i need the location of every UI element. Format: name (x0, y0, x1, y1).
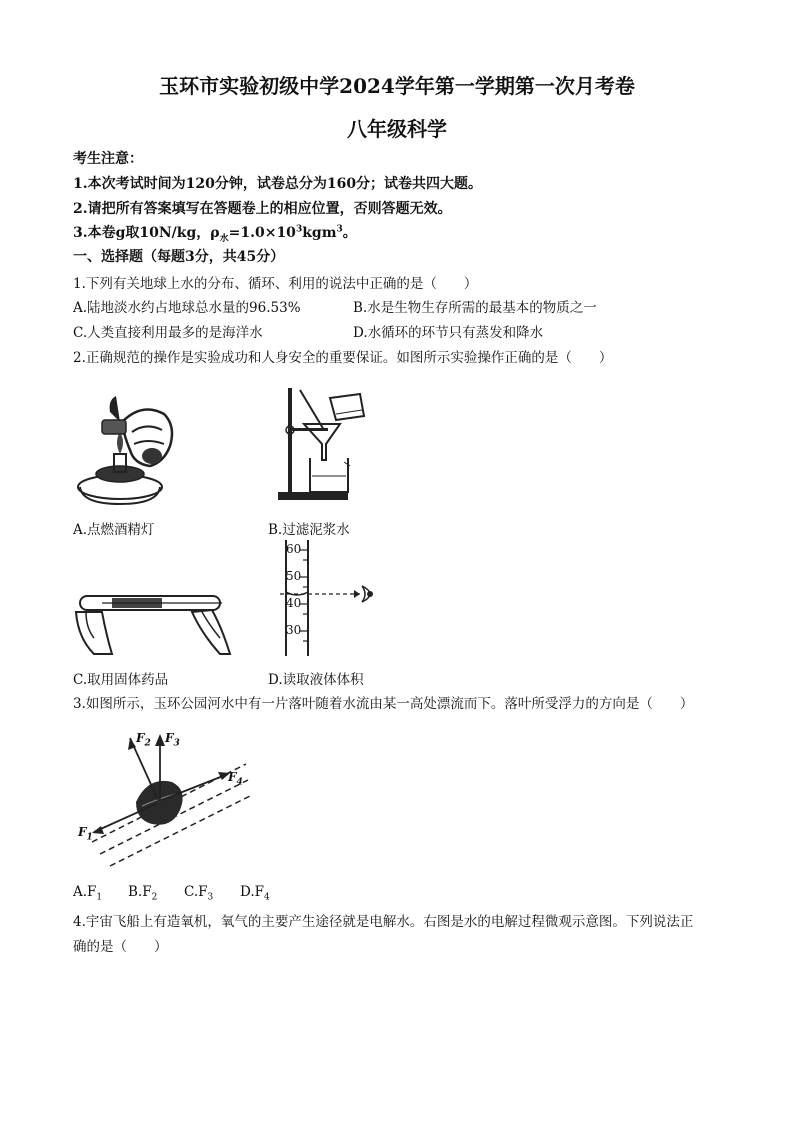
force-label-f3-sub: 3 (173, 738, 180, 749)
notice-item-3 (73, 222, 357, 244)
exam-subtitle: 八年级科学 (347, 117, 447, 141)
q3-option-a-sub: 1 (96, 892, 103, 903)
q3-option-a-text: A.F (73, 884, 97, 900)
force-label-f1-sub: 1 (86, 832, 93, 843)
cylinder-tick-40: 40 (286, 596, 302, 610)
force-label-f4-sub: 4 (236, 777, 243, 788)
q2-caption-a: A.点燃酒精灯 (73, 522, 155, 538)
q3-option-c (184, 884, 213, 903)
q1-stem: 1.下列有关地球上水的分布、循环、利用的说法中正确的是（ ） (73, 276, 478, 292)
force-label-f3-letter: F (165, 731, 174, 745)
notice-item-3-sub: 水 (219, 233, 229, 244)
q2-caption-c: C.取用固体药品 (73, 672, 169, 688)
figure-filtration (272, 380, 372, 505)
q3-option-b-sub: 2 (151, 892, 158, 903)
notice-item-3-end: 。 (342, 225, 357, 241)
force-label-f1 (78, 825, 93, 842)
q1-option-c: C.人类直接利用最多的是海洋水 (73, 325, 263, 341)
figure-test-tube (72, 568, 232, 660)
q2-stem: 2.正确规范的操作是实验成功和人身安全的重要保证。如图所示实验操作正确的是（ ） (73, 350, 613, 366)
section-heading: 一、选择题（每题3分，共45分） (73, 249, 285, 265)
cylinder-tick-30: 30 (286, 623, 302, 637)
q3-option-d-sub: 4 (264, 892, 270, 903)
q2-caption-d: D.读取液体体积 (268, 672, 364, 688)
force-label-f4 (228, 770, 243, 787)
q3-option-c-sub: 3 (207, 892, 214, 903)
force-label-f2 (136, 731, 151, 748)
notice-item-3-unit: kgm (302, 225, 337, 241)
notice-item-3-prefix: 3.本卷g取10N/kg，ρ (73, 225, 220, 241)
exam-title: 玉环市实验初级中学2024学年第一学期第一次月考卷 (159, 74, 635, 98)
force-label-f3 (165, 731, 180, 748)
force-label-f4-letter: F (228, 770, 237, 784)
q2-caption-b: B.过滤泥浆水 (268, 522, 350, 538)
notice-item-2: 2.请把所有答案填写在答题卷上的相应位置，否则答题无效。 (73, 201, 452, 217)
q1-option-b: B.水是生物生存所需的最基本的物质之一 (353, 300, 597, 316)
q3-stem: 3.如图所示，玉环公园河水中有一片落叶随着水流由某一高处漂流而下。落叶所受浮力的方向是（ ） (73, 696, 694, 712)
q4-stem-line-1: 4.宇宙飞船上有造氧机，氧气的主要产生途径就是电解水。右图是水的电解过程微观示意图。下列说法正 (73, 914, 694, 930)
q3-option-b (128, 884, 157, 903)
notice-item-3-value: =1.0×10 (228, 225, 296, 241)
q3-option-b-text: B.F (128, 884, 152, 900)
q3-option-d-text: D.F (240, 884, 265, 900)
notice-item-1: 1.本次考试时间为120分钟，试卷总分为160分；试卷共四大题。 (73, 176, 483, 192)
notice-item-3-exp: 3 (295, 224, 303, 235)
figure-alcohol-lamp (72, 392, 182, 512)
q1-option-a: A.陆地淡水约占地球总水量的96.53% (73, 300, 301, 316)
force-label-f2-sub: 2 (144, 738, 151, 749)
force-label-f2-letter: F (136, 731, 145, 745)
cylinder-tick-50: 50 (286, 569, 302, 583)
force-label-f1-letter: F (78, 825, 87, 839)
q3-option-d (240, 884, 270, 903)
q3-option-a (73, 884, 102, 903)
q4-stem-line-2: 确的是（ ） (73, 939, 168, 955)
q3-option-c-text: C.F (184, 884, 208, 900)
cylinder-tick-60: 60 (286, 542, 302, 556)
notice-heading: 考生注意： (73, 151, 143, 167)
q1-option-d: D.水循环的环节只有蒸发和降水 (353, 325, 544, 341)
notice-item-3-unit-exp: 3 (336, 224, 343, 235)
